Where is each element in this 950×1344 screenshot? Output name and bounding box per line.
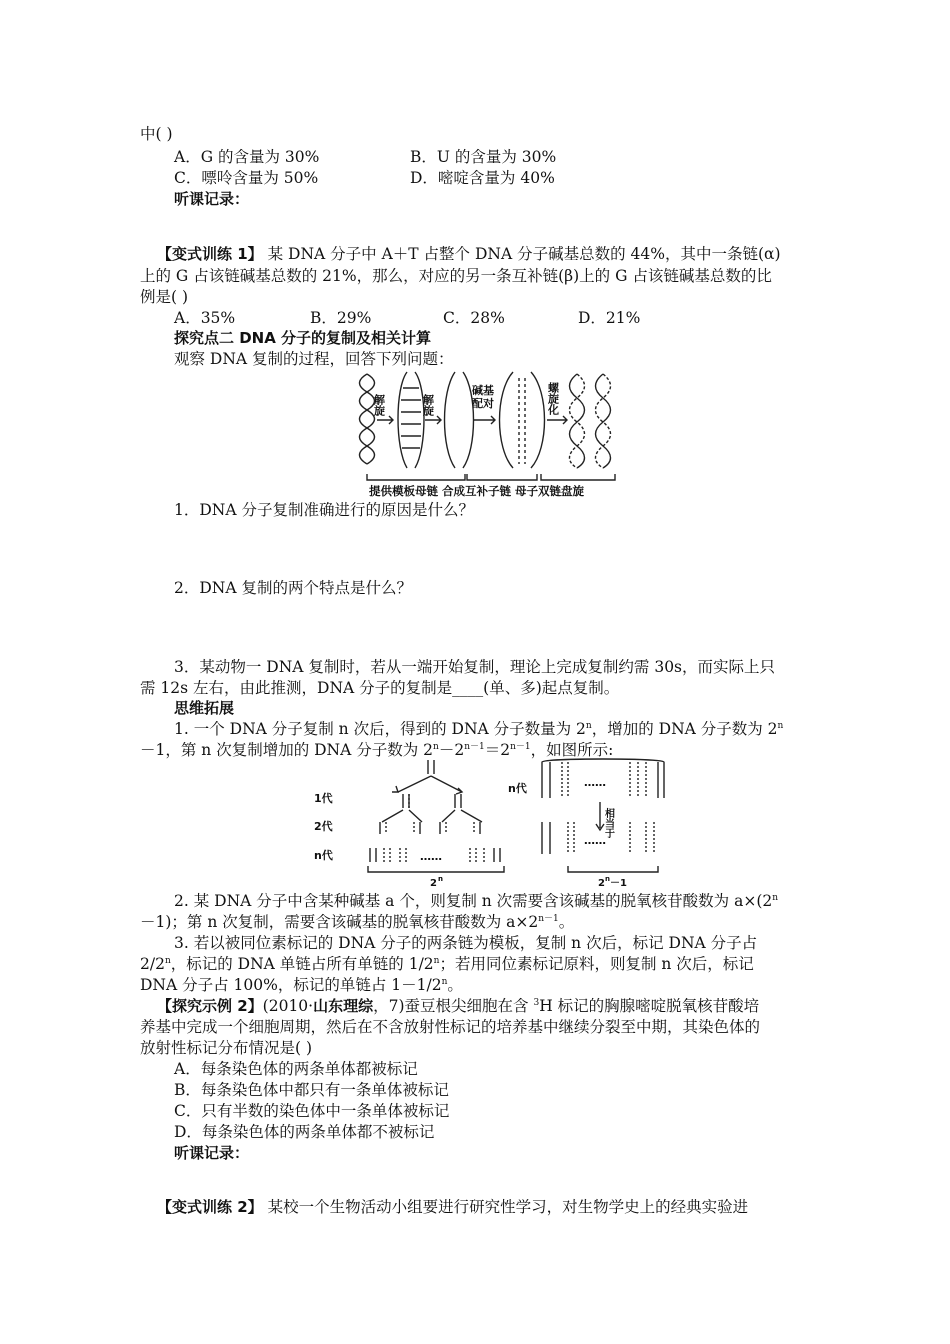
fig2-dots-right-bottom: …… <box>584 834 606 847</box>
question-2: 2．DNA 复制的两个特点是什么？ <box>174 579 412 597</box>
thinking-p3-text-e: 。 <box>447 976 463 994</box>
ex1-option-a: A．35% <box>174 309 236 327</box>
ex1-option-b: B．29% <box>310 309 372 327</box>
fig1-step4: 螺旋化 <box>546 382 560 415</box>
fig1-step3b: 配对 <box>472 397 494 410</box>
thinking-p2-line1 <box>174 891 778 911</box>
thinking-p3-text-d: DNA 分子占 100%，标记的单链占 1－1/2 <box>140 976 442 994</box>
thinking-p3-line3 <box>140 975 463 995</box>
example-2-source: 山东理综 <box>313 997 374 1015</box>
variant-training-2-tag: 【变式训练 2】 <box>157 1198 263 1216</box>
example-2-option-a: A．每条染色体的两条单体都被标记 <box>174 1060 418 1078</box>
variant-training-1-line2: 上的 G 占该链碱基总数的 21%，那么，对应的另一条互补链(β)上的 G 占该链碱基总数的比 <box>140 267 772 285</box>
thinking-p1-line1 <box>174 719 783 739</box>
fig2-dots-right-top: …… <box>584 776 606 789</box>
fig2-gen1: 1代 <box>314 792 333 805</box>
lecture-record-label-2: 听课记录： <box>174 1144 250 1162</box>
example-2-text-c: H 标记的胸腺嘧啶脱氧核苷酸培 <box>539 997 760 1015</box>
thinking-p3-line1: 3. 若以被同位素标记的 DNA 分子的两条链为模板，复制 n 次后，标记 DNA 分子占 <box>174 934 758 952</box>
fig2-dots-left: …… <box>420 850 442 863</box>
sup-n: n <box>438 875 443 883</box>
fig2-brace-right <box>598 875 627 888</box>
ex1-option-d: D．21% <box>578 309 641 327</box>
sup-n: n <box>433 742 439 752</box>
example-2-option-d: D．每条染色体的两条单体都不被标记 <box>174 1123 435 1141</box>
question-tail: 中( ) <box>140 125 173 143</box>
variant-training-1-line3: 例是( ) <box>140 288 189 306</box>
section-2-intro: 观察 DNA 复制的过程，回答下列问题： <box>174 350 454 368</box>
example-2-line3: 放射性标记分布情况是( ) <box>140 1039 313 1057</box>
thinking-p2-text-b: －1)；第 n 次复制，需要含该碱基的脱氧核苷酸数为 a×2 <box>140 913 539 931</box>
ex1-option-c: C．28% <box>443 309 505 327</box>
thinking-p2-line2 <box>140 912 574 932</box>
option-a: A．G 的含量为 30% <box>174 148 320 166</box>
example-2-text-b: ，7)蚕豆根尖细胞在含 <box>373 997 534 1015</box>
thinking-p1-text-a: 1. 一个 DNA 分子复制 n 次后，得到的 DNA 分子数量为 2 <box>174 720 586 738</box>
option-b: B．U 的含量为 30% <box>410 148 557 166</box>
thinking-p1-text-e: ＝2 <box>484 741 511 759</box>
thinking-p3-text-b: ，标记的 DNA 单链占所有单链的 1/2 <box>170 955 434 973</box>
sup-n: n <box>604 875 610 883</box>
example-2-option-b: B．每条染色体中都只有一条单体被标记 <box>174 1081 449 1099</box>
fig2-gen2: 2代 <box>314 820 333 833</box>
sup-n: n <box>441 977 448 987</box>
sup-3: 3 <box>533 998 540 1008</box>
fig2-equivalent: 相当于 <box>602 808 614 838</box>
thinking-p3-line2 <box>140 954 754 974</box>
question-3-line1: 3．某动物一 DNA 复制时，若从一端开始复制，理论上完成复制约需 30s，而实际上只 <box>174 658 776 676</box>
example-2-line1 <box>157 996 759 1016</box>
thinking-p1-text-b: ，增加的 DNA 分子数为 2 <box>591 720 778 738</box>
fig2-genn-right: n代 <box>508 782 527 795</box>
example-2-line2: 养基中完成一个细胞周期，然后在不含放射性标记的培养基中继续分裂至中期，其染色体的 <box>140 1018 761 1036</box>
thinking-p3-text-a: 2/2 <box>140 955 165 973</box>
fig1-step3a: 碱基 <box>472 384 494 397</box>
fig1-caption: 提供模板母链 合成互补子链 母子双链盘旋 <box>369 484 585 498</box>
option-d: D．嘧啶含量为 40% <box>410 169 555 187</box>
sup-n: n <box>772 893 779 903</box>
example-2-text-a: (2010· <box>262 997 314 1015</box>
thinking-p1-text-c: －1，第 n 次复制增加的 DNA 分子数为 2 <box>140 741 434 759</box>
sup-n-minus-1: n－1 <box>538 914 559 924</box>
variant-training-1 <box>157 244 781 264</box>
fig2-brace-right-base: 2 <box>598 878 605 888</box>
example-2-tag: 【探究示例 2】 <box>157 997 263 1015</box>
thinking-p2-text-c: 。 <box>558 913 575 931</box>
fig2-brace-right-tail: －1 <box>609 878 627 888</box>
sup-n: n <box>433 956 440 966</box>
thinking-p1-line2 <box>140 740 613 760</box>
thinking-title: 思维拓展 <box>174 699 235 717</box>
replication-count-figure <box>310 758 670 888</box>
question-3-line2: 需 12s 左右，由此推测，DNA 分子的复制是____(单、多)起点复制。 <box>140 679 620 697</box>
variant-training-1-line1: 某 DNA 分子中 A＋T 占整个 DNA 分子碱基总数的 44%，其中一条链(α) <box>267 245 781 263</box>
fig1-step1: 解旋 <box>372 394 386 416</box>
thinking-p1-text-f: ，如图所示: <box>530 741 614 759</box>
dna-replication-figure <box>355 368 625 503</box>
fig2-genn: n代 <box>314 849 333 862</box>
fig2-brace-left: 2 <box>430 878 437 888</box>
lecture-record-label: 听课记录： <box>174 190 250 208</box>
thinking-p3-text-c: ；若用同位素标记原料，则复制 n 次后，标记 <box>439 955 754 973</box>
variant-training-2-line1: 某校一个生物活动小组要进行研究性学习，对生物学史上的经典实验进 <box>267 1198 749 1216</box>
sup-n: n <box>777 721 784 731</box>
example-2-option-c: C．只有半数的染色体中一条单体被标记 <box>174 1102 450 1120</box>
sup-n-minus-1: n－1 <box>510 742 531 752</box>
sup-n: n <box>164 956 171 966</box>
variant-training-1-tag: 【变式训练 1】 <box>157 245 263 263</box>
variant-training-2 <box>157 1197 748 1217</box>
sup-n: n <box>585 721 592 731</box>
fig1-step2: 解旋 <box>421 394 435 416</box>
question-1: 1．DNA 分子复制准确进行的原因是什么？ <box>174 501 474 519</box>
section-2-title: 探究点二 DNA 分子的复制及相关计算 <box>174 329 432 347</box>
sup-n-minus-1: n－1 <box>464 742 485 752</box>
thinking-p1-text-d: －2 <box>438 741 465 759</box>
thinking-p2-text-a: 2. 某 DNA 分子中含某种碱基 a 个，则复制 n 次需要含该碱基的脱氧核苷酸数为 a×(2 <box>174 892 773 910</box>
option-c: C．嘌呤含量为 50% <box>174 169 319 187</box>
